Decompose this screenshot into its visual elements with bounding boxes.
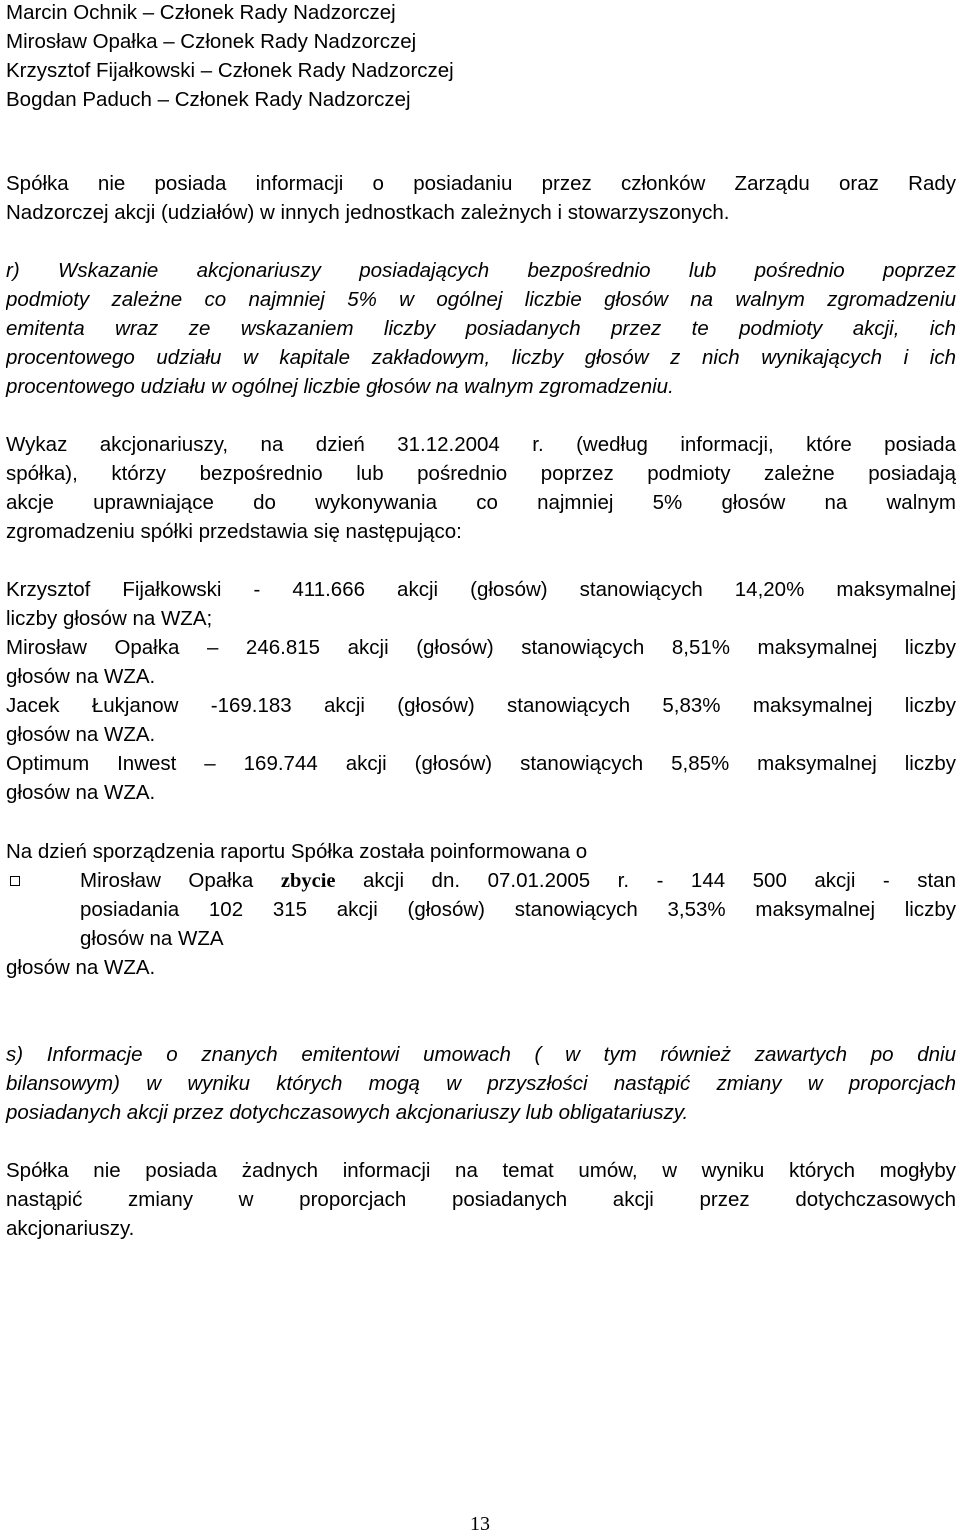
section-s-line: bilansowym) w wyniku których mogą w przyszłości nastąpić zmiany w proporcjach bbox=[6, 1072, 956, 1095]
shareholder-line: Jacek Łukjanow -169.183 akcji (głosów) stanowiących 5,83% maksymalnej liczby bbox=[6, 694, 956, 717]
closing-line: nastąpić zmiany w proporcjach posiadanych akcji przez dotychczasowych bbox=[6, 1188, 956, 1211]
closing-line: akcjonariuszy. bbox=[6, 1217, 135, 1240]
shares-info-line: Nadzorczej akcji (udziałów) w innych jednostkach zależnych i stowarzyszonych. bbox=[6, 201, 730, 224]
notice-line: głosów na WZA bbox=[80, 927, 224, 950]
section-s-line: posiadanych akcji przez dotychczasowych akcjonariuszy lub obligatariuszy. bbox=[6, 1101, 689, 1124]
section-r-line: podmioty zależne co najmniej 5% w ogólnej liczbie głosów na walnym zgromadzeniu bbox=[6, 288, 956, 311]
page-number: 13 bbox=[470, 1513, 490, 1535]
notice-bullet-name: Mirosław Opałka bbox=[80, 869, 254, 892]
wykaz-line: spółka), którzy bezpośrednio lub pośrednio poprzez podmioty zależne posiadają bbox=[6, 462, 956, 485]
shareholder-line: Mirosław Opałka – 246.815 akcji (głosów) stanowiących 8,51% maksymalnej liczby bbox=[6, 636, 956, 659]
notice-line: posiadania 102 315 akcji (głosów) stanowiących 3,53% maksymalnej liczby bbox=[80, 898, 956, 921]
notice-bullet-line bbox=[80, 868, 956, 894]
section-r-line: procentowego udziału w kapitale zakładowym, liczby głosów z nich wynikających i ich bbox=[6, 346, 956, 369]
board-member-line: Marcin Ochnik – Członek Rady Nadzorczej bbox=[6, 1, 396, 24]
section-s-line: s) Informacje o znanych emitentowi umowach ( w tym również zawartych po dniu bbox=[6, 1043, 956, 1066]
section-r-line: procentowego udziału w ogólnej liczbie głosów na walnym zgromadzeniu. bbox=[6, 375, 674, 398]
shareholder-line: Optimum Inwest – 169.744 akcji (głosów) stanowiących 5,85% maksymalnej liczby bbox=[6, 752, 956, 775]
checkbox-bullet-icon bbox=[10, 876, 20, 886]
board-member-line: Mirosław Opałka – Członek Rady Nadzorczej bbox=[6, 30, 417, 53]
board-member-line: Bogdan Paduch – Członek Rady Nadzorczej bbox=[6, 88, 411, 111]
board-member-line: Krzysztof Fijałkowski – Członek Rady Nadzorczej bbox=[6, 59, 454, 82]
shareholder-line: głosów na WZA. bbox=[6, 665, 156, 688]
wykaz-line: akcje uprawniające do wykonywania co najmniej 5% głosów na walnym bbox=[6, 491, 956, 514]
wykaz-line: Wykaz akcjonariuszy, na dzień 31.12.2004 r. (według informacji, które posiada bbox=[6, 433, 956, 456]
document-page bbox=[6, 0, 956, 1537]
closing-line: Spółka nie posiada żadnych informacji na temat umów, w wyniku których mogłyby bbox=[6, 1159, 956, 1182]
notice-intro: Na dzień sporządzenia raportu Spółka została poinformowana o bbox=[6, 840, 588, 863]
notice-bullet-rest: akcji dn. 07.01.2005 r. - 144 500 akcji - stan bbox=[363, 869, 956, 892]
shareholder-line: Krzysztof Fijałkowski - 411.666 akcji (głosów) stanowiących 14,20% maksymalnej bbox=[6, 578, 956, 601]
notice-bullet-action: zbycie bbox=[280, 870, 336, 892]
shareholder-line: liczby głosów na WZA; bbox=[6, 607, 213, 630]
shareholder-line: głosów na WZA. bbox=[6, 781, 156, 804]
notice-trailing: głosów na WZA. bbox=[6, 956, 156, 979]
section-r-line: emitenta wraz ze wskazaniem liczby posiadanych przez te podmioty akcji, ich bbox=[6, 317, 956, 340]
wykaz-line: zgromadzeniu spółki przedstawia się następująco: bbox=[6, 520, 462, 543]
shareholder-line: głosów na WZA. bbox=[6, 723, 156, 746]
shares-info-line: Spółka nie posiada informacji o posiadaniu przez członków Zarządu oraz Rady bbox=[6, 172, 956, 195]
section-r-line: r) Wskazanie akcjonariuszy posiadających bezpośrednio lub pośrednio poprzez bbox=[6, 259, 956, 282]
